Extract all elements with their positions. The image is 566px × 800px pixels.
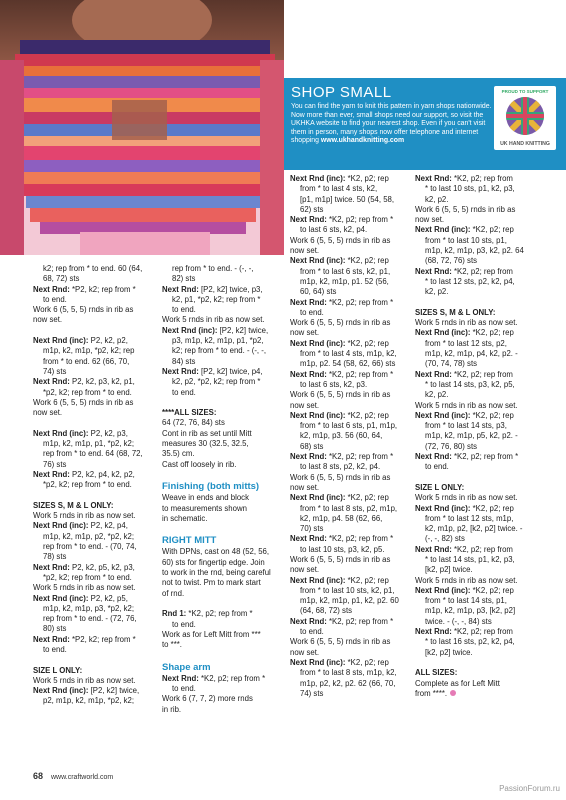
section-heading: SIZES S, M & L ONLY: xyxy=(415,307,496,317)
pattern-line: Work 6 (5, 5, 5) rnds in rib as xyxy=(290,554,391,564)
pattern-line: *p2, k2; rep from * to end. xyxy=(43,480,132,490)
pattern-line: to end. xyxy=(172,619,196,629)
pattern-line: Next Rnd: *K2, p2; rep from * xyxy=(290,616,394,626)
pattern-line: Next Rnd: *K2, p2; rep from xyxy=(415,266,513,276)
pattern-line: 68, 72) sts xyxy=(43,274,80,284)
pattern-line: in rib. xyxy=(162,704,182,714)
pattern-line: now set. xyxy=(290,246,320,256)
pattern-line: Complete as for Left Mitt xyxy=(415,678,500,688)
pattern-line: 60) sts for fingertip edge. Join xyxy=(162,557,265,567)
pattern-line: Next Rnd: *K2, p2; rep from xyxy=(415,627,513,637)
pattern-line: Next Rnd (inc): [P2, k2] twice, xyxy=(162,325,269,335)
pattern-line: Next Rnd: P2, k2, p4, k2, p2, xyxy=(33,469,135,479)
pattern-line: Work 6 (5, 5, 5) rnds in rib as xyxy=(290,472,391,482)
pattern-line: to end. xyxy=(43,294,67,304)
pattern-line: Next Rnd: *K2, p2; rep from * xyxy=(290,534,394,544)
pattern-line: from * to last 4 sts, m1p, k2, xyxy=(300,349,397,359)
shop-small-text: You can find the yarn to knit this pattern in yarn shops nationwide. Now more than ever, small shops need our support, so visit the UKHKA website to find your nearest shop. Even if you can't visit them in person, many shops now offer telephone and internet shopping www.ukhandknitting.com xyxy=(291,103,492,145)
pattern-line xyxy=(162,599,282,609)
pattern-line: Work 6 (7, 7, 2) more rnds xyxy=(162,694,253,704)
pattern-line: m1p, k2, m1p, p4, k2, p2. - xyxy=(425,349,518,359)
pattern-line: Next Rnd: *P2, k2; rep from * xyxy=(33,634,136,644)
pattern-line: rep from * to end. - (70, 74, xyxy=(43,542,137,552)
pattern-line: to end. xyxy=(300,627,324,637)
pattern-line: now set. xyxy=(290,565,320,575)
pattern-line: (64, 68, 72) sts xyxy=(300,606,353,616)
section-heading: RIGHT MITT xyxy=(162,535,217,547)
pattern-line: m1p, k2, m1p, p3, [k2, p2] xyxy=(425,606,516,616)
pattern-line: 80) sts xyxy=(43,624,67,634)
pattern-line: to last 8 sts, p2, k2, p4. xyxy=(300,462,381,472)
section-heading: ALL SIZES: xyxy=(415,668,458,678)
pattern-line: m1p, p2. 54 (58, 62, 66) sts xyxy=(300,359,396,369)
page-number: 68 xyxy=(33,771,44,781)
pattern-line: Next Rnd: *K2, p2; rep from * xyxy=(290,215,394,225)
pattern-line: Next Rnd: [P2, k2] twice, p3, xyxy=(162,284,263,294)
pattern-line: Next Rnd (inc): *K2, p2; rep xyxy=(415,410,514,420)
pattern-line: k2, m1p, p4. 58 (62, 66, xyxy=(300,513,383,523)
pattern-line: Work 5 rnds in rib as now set. xyxy=(33,511,136,521)
pattern-line xyxy=(162,524,282,534)
section-heading: ****ALL SIZES: xyxy=(162,408,217,418)
pattern-line: 84) sts xyxy=(172,356,196,366)
pattern-line: Next Rnd (inc): P2, k2, p5, xyxy=(33,593,128,603)
pattern-line: *p2, k2; rep from * to end. xyxy=(43,387,132,397)
pattern-line: from * to last 6 sts, p1, m1p, xyxy=(300,421,398,431)
column-3 xyxy=(290,174,412,699)
pattern-line: to ***. xyxy=(162,640,182,650)
pattern-line: * to last 10 sts, p1, k2, p3, xyxy=(425,184,515,194)
pattern-line: Work 5 rnds in rib as now set. xyxy=(415,318,518,328)
pattern-line: Next Rnd: *P2, k2; rep from * xyxy=(33,284,136,294)
pattern-line: p3, m1p, k2, m1p, p1, *p2, xyxy=(172,336,264,346)
pattern-line: 76) sts xyxy=(43,459,67,469)
pattern-line xyxy=(162,470,282,480)
pattern-line: Next Rnd: *K2, p2; rep from * xyxy=(415,452,519,462)
pattern-line: Next Rnd: P2, k2, p3, k2, p1, xyxy=(33,377,135,387)
pattern-line: 74) sts xyxy=(300,688,324,698)
pattern-line: Work 6 (5, 5, 5) rnds in rib as xyxy=(33,305,134,315)
pattern-line: 35.5) cm. xyxy=(162,449,195,459)
pattern-line: k2; rep from * to end. 60 (64, xyxy=(43,264,143,273)
pattern-line: not to twist. Pm to mark start xyxy=(162,578,261,588)
pattern-line: 60, 64) sts xyxy=(300,287,337,297)
pattern-line: [k2, p2] twice. xyxy=(425,647,473,657)
hero-photo xyxy=(0,0,284,255)
watermark: PassionForum.ru xyxy=(499,784,560,793)
pattern-line: Work 5 rnds in rib as now set. xyxy=(33,583,136,593)
pattern-line: Next Rnd: *K2, p2; rep from * xyxy=(290,297,394,307)
pattern-line: Next Rnd (inc): *K2, p2; rep xyxy=(290,410,389,420)
pattern-line: Next Rnd: *K2, p2; rep from * xyxy=(162,673,266,683)
pattern-line: Next Rnd (inc): P2, k2, p4, xyxy=(33,521,128,531)
pattern-line: Work 5 rnds in rib as now set. xyxy=(162,315,265,325)
pattern-line: Next Rnd: *K2, p2; rep from xyxy=(415,174,513,183)
pattern-line: to last 10 sts, p3, k2, p5. xyxy=(300,544,385,554)
pattern-line: in schematic. xyxy=(162,513,208,523)
site-url: www.craftworld.com xyxy=(50,774,114,781)
pattern-line: Work 6 (5, 5, 5) rnds in rib as xyxy=(290,235,391,245)
pattern-line: from * to end. 62 (66, 70, xyxy=(43,356,130,366)
pattern-line: m1p, k2, m1p, p1, k2, p2. 60 xyxy=(300,596,399,606)
page-footer xyxy=(33,771,113,781)
pattern-line: Next Rnd: *K2, p2; rep from xyxy=(415,544,513,554)
pattern-line: now set. xyxy=(33,408,63,418)
pattern-line: Work 6 (5, 5, 5) rnds in rib as xyxy=(290,318,391,328)
pattern-line: now set. xyxy=(290,400,320,410)
pattern-line xyxy=(33,655,153,665)
pattern-line: Work 5 rnds in rib as now set. xyxy=(415,400,518,410)
section-heading: Shape arm xyxy=(162,661,211,673)
pattern-line: twice. - (-, -, 84) sts xyxy=(425,616,492,626)
pattern-line xyxy=(33,491,153,501)
pattern-line: Next Rnd (inc): *K2, p2; rep xyxy=(415,585,514,595)
pattern-line: Next Rnd (inc): *K2, p2; rep xyxy=(290,256,389,266)
pattern-line: * to last 12 sts, p2, k2, p4, xyxy=(425,276,515,286)
pattern-line: (72, 76, 80) sts xyxy=(425,441,478,451)
pattern-line: to end. xyxy=(43,644,67,654)
pattern-line: *p2, k2; rep from * to end. xyxy=(43,572,132,582)
pattern-line: from ****. xyxy=(415,689,545,699)
pattern-line: m1p, k2, m1p, p3, k2, p2. 64 xyxy=(425,246,524,256)
ukhka-link[interactable]: www.ukhandknitting.com xyxy=(320,137,405,145)
pattern-line: Next Rnd (inc): *K2, p2; rep xyxy=(415,503,514,513)
pattern-line: [p1, m1p] twice. 50 (54, 58, xyxy=(300,194,395,204)
pattern-line: * to last 16 sts, p2, k2, p4, xyxy=(425,637,515,647)
pattern-line: from * to last 6 sts, k2, p1, xyxy=(300,266,391,276)
pattern-line: k2; rep from * to end. - (-, -, xyxy=(172,346,267,356)
pattern-line: 78) sts xyxy=(43,552,67,562)
pattern-line: Work 5 rnds in rib as now set. xyxy=(33,675,136,685)
pattern-line: Next Rnd: *K2, p2; rep from * xyxy=(290,369,394,379)
pattern-line: rep from * to end. - (72, 76, xyxy=(43,614,137,624)
pattern-line: now set. xyxy=(33,315,63,325)
pattern-line xyxy=(415,473,545,483)
pattern-line: rep from * to end. 64 (68, 72, xyxy=(43,449,143,459)
column-2 xyxy=(162,264,282,715)
pattern-line: from * to last 10 sts, k2, p1, xyxy=(300,585,395,595)
pattern-line: to work in the rnd, being careful xyxy=(162,568,271,578)
pattern-line: from * to last 14 sts, p3, xyxy=(425,421,507,431)
pattern-line: to end. xyxy=(425,462,449,472)
pattern-line: Cast off loosely in rib. xyxy=(162,459,237,469)
pattern-line: k2, m1p, p2, [k2, p2] twice. - xyxy=(425,524,523,534)
section-heading: SIZES S, M & L ONLY: xyxy=(33,500,114,510)
pattern-line: to end. xyxy=(300,307,324,317)
uk-hand-knitting-logo: PROUD TO SUPPORT UK HAND KNITTING xyxy=(494,86,556,150)
pattern-line: Next Rnd (inc): P2, k2, p3, xyxy=(33,428,128,438)
pattern-line: m1p, k2, m1p, p3, *p2, k2; xyxy=(43,603,135,613)
pattern-line: now set. xyxy=(290,647,320,657)
pattern-line: p2, m1p, k2, m1p, *p2, k2; xyxy=(43,696,135,706)
pattern-line: With DPNs, cast on 48 (52, 56, xyxy=(162,547,270,557)
pattern-line: 70) sts xyxy=(300,524,324,534)
pattern-line: Work 5 rnds in rib as now set. xyxy=(415,575,518,585)
pattern-line: 74) sts xyxy=(43,366,67,376)
pattern-line: m1p, k2, m1p, p2, *p2, k2; xyxy=(43,531,135,541)
pattern-line: k2, p1, *p2, k2; rep from * xyxy=(172,294,261,304)
section-heading: Finishing (both mitts) xyxy=(162,481,260,493)
pattern-line: k2, m1p, p3. 56 (60, 64, xyxy=(300,431,383,441)
pattern-line: to last 6 sts, k2, p3. xyxy=(300,379,368,389)
pattern-line: Work 6 (5, 5, 5) rnds in rib as xyxy=(33,397,134,407)
column-1 xyxy=(33,264,153,707)
pattern-line: now set. xyxy=(415,215,445,225)
pattern-line: 64 (72, 76, 84) sts xyxy=(162,418,225,428)
pattern-line: Next Rnd (inc): [P2, k2] twice, xyxy=(33,686,140,696)
pattern-line: (-, -, 82) sts xyxy=(425,534,465,544)
pattern-line: Work 6 (5, 5, 5) rnds in rib as xyxy=(290,637,391,647)
pattern-line: m1p, p2, k2, p2. 62 (66, 70, xyxy=(300,678,396,688)
pattern-line: Next Rnd: P2, k2, p5, k2, p3, xyxy=(33,562,135,572)
end-marker-icon xyxy=(450,690,456,696)
pattern-line: (70, 74, 78) sts xyxy=(425,359,478,369)
pattern-line: from * to last 14 sts, p1, xyxy=(425,596,507,606)
column-4 xyxy=(415,174,545,699)
pattern-line: from * to last 8 sts, m1p, k2, xyxy=(300,668,397,678)
pattern-line: Cont in rib as set until Mitt xyxy=(162,428,252,438)
pattern-line: m1p, k2, m1p, *p2, k2; rep xyxy=(43,346,135,356)
pattern-line: Work 6 (5, 5, 5) rnds in rib as xyxy=(290,390,391,400)
pattern-line: Next Rnd (inc): *K2, p2; rep xyxy=(290,575,389,585)
pattern-line: Next Rnd (inc): P2, k2, p2, xyxy=(33,336,128,346)
pattern-line xyxy=(33,326,153,336)
pattern-line: Next Rnd: [P2, k2] twice, p4, xyxy=(162,366,263,376)
pattern-line: from * to last 12 sts, m1p, xyxy=(425,513,514,523)
pattern-line: (68, 72, 76) sts xyxy=(425,256,478,266)
pattern-line: now set. xyxy=(290,328,320,338)
pattern-line: m1p, k2, m1p, p1, *p2, k2; xyxy=(43,439,135,449)
pattern-line: Next Rnd: *K2, p2; rep from * xyxy=(290,452,394,462)
pattern-line: 82) sts xyxy=(172,274,196,284)
pattern-line: Next Rnd: *K2, p2; rep from xyxy=(415,369,513,379)
pattern-line: Next Rnd (inc): *K2, p2; rep xyxy=(415,225,514,235)
pattern-line: Next Rnd (inc): *K2, p2; rep xyxy=(415,328,514,338)
pattern-line xyxy=(33,418,153,428)
pattern-line: Weave in ends and block xyxy=(162,493,249,503)
pattern-line xyxy=(415,298,545,308)
pattern-line: from * to last 12 sts, p2, xyxy=(425,338,507,348)
pattern-line: Next Rnd (inc): *K2, p2; rep xyxy=(290,174,389,183)
pattern-line: from * to last 8 sts, p2, m1p, xyxy=(300,503,398,513)
pattern-line: to end. xyxy=(172,305,196,315)
pattern-line: Work 5 rnds in rib as now set. xyxy=(415,493,518,503)
pattern-line: Next Rnd (inc): *K2, p2; rep xyxy=(290,493,389,503)
pattern-line: [k2, p2] twice. xyxy=(425,565,473,575)
pattern-line: m1p, k2, m1p, p1. 52 (56, xyxy=(300,276,389,286)
section-heading: SIZE L ONLY: xyxy=(415,482,465,492)
pattern-line: * to last 14 sts, p1, k2, p3, xyxy=(425,554,515,564)
pattern-line: from * to last 4 sts, k2, xyxy=(300,184,378,194)
pattern-line: 62) sts xyxy=(300,204,324,214)
pattern-line: m1p, k2, m1p, p5, k2, p2. - xyxy=(425,431,518,441)
pattern-line xyxy=(415,658,545,668)
pattern-line: Next Rnd (inc): *K2, p2; rep xyxy=(290,657,389,667)
pattern-line: k2, p2. xyxy=(425,390,449,400)
shop-small-title: SHOP SMALL xyxy=(291,84,392,101)
pattern-line: to end. xyxy=(172,387,196,397)
pattern-line xyxy=(162,398,282,408)
shop-small-box xyxy=(284,78,566,170)
pattern-line: Next Rnd (inc): *K2, p2; rep xyxy=(290,338,389,348)
pattern-line: 68) sts xyxy=(300,441,324,451)
pattern-line: from * to last 10 sts, p1, xyxy=(425,235,507,245)
pattern-line: to end. xyxy=(172,683,196,693)
union-jack-knit-icon xyxy=(506,97,544,135)
pattern-line: Rnd 1: *K2, p2; rep from * xyxy=(162,609,253,619)
pattern-line: k2, p2. xyxy=(425,287,449,297)
pattern-line: * to last 14 sts, p3, k2, p5, xyxy=(425,379,515,389)
pattern-line: now set. xyxy=(290,482,320,492)
pattern-line: Work 6 (5, 5, 5) rnds in rib as xyxy=(415,204,516,214)
pattern-line: Work as for Left Mitt from *** xyxy=(162,629,261,639)
pattern-line: to measurements shown xyxy=(162,503,247,513)
pattern-line: k2, p2, *p2, k2; rep from * xyxy=(172,377,261,387)
section-heading: SIZE L ONLY: xyxy=(33,665,83,675)
pattern-line: of rnd. xyxy=(162,588,185,598)
pattern-line: rep from * to end. - (-, -, xyxy=(172,264,254,273)
pattern-line: k2, p2. xyxy=(425,194,449,204)
knitted-cowl-illustration xyxy=(0,0,284,255)
pattern-line: to last 6 sts, k2, p4. xyxy=(300,225,368,235)
pattern-line xyxy=(162,650,282,660)
pattern-line: measures 30 (32.5, 32.5, xyxy=(162,439,249,449)
